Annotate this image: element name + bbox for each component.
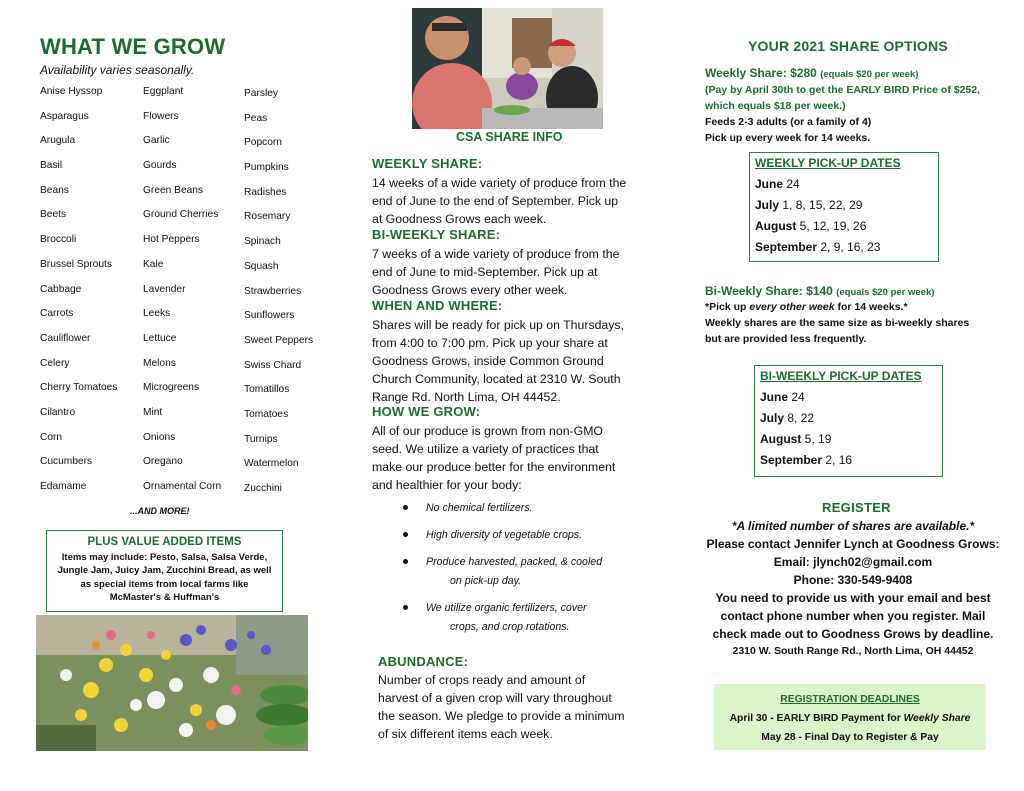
text-line: end of June to the end of September. Pick up bbox=[372, 194, 619, 208]
practice-bullet-continued: on pick-up day. bbox=[450, 575, 522, 587]
value-added-line: Items may include: Pesto, Salsa, Salsa Verde, bbox=[61, 551, 268, 563]
mailing-address: 2310 W. South Range Rd., North Lima, OH 44452 bbox=[732, 645, 974, 657]
text-line: the season. We pledge to provide a minimum bbox=[378, 709, 625, 723]
value-added-box bbox=[46, 530, 283, 612]
crop-item: Celery bbox=[40, 357, 70, 369]
crop-item: Broccoli bbox=[40, 234, 77, 246]
weekly-share-heading: WEEKLY SHARE: bbox=[372, 156, 483, 171]
availability-subtitle: Availability varies seasonally. bbox=[40, 63, 195, 77]
crop-item: Cabbage bbox=[40, 283, 82, 295]
text-line: Weekly shares are the same size as bi-weekly shares bbox=[705, 317, 970, 329]
text-line: Church Community, located at 2310 W. South bbox=[372, 372, 621, 386]
crop-item: Oregano bbox=[143, 456, 183, 468]
deadline-row: May 28 - Final Day to Register & Pay bbox=[761, 732, 939, 743]
crop-item: Turnips bbox=[244, 433, 278, 445]
crop-item: Tomatillos bbox=[244, 384, 290, 396]
crop-item: Sweet Peppers bbox=[244, 334, 314, 346]
crop-item: Radishes bbox=[244, 186, 287, 198]
weekly-share-price bbox=[705, 66, 918, 80]
contact-line: Please contact Jennifer Lynch at Goodness Grows: bbox=[706, 537, 1000, 551]
pickup-date-row: September 2, 9, 16, 23 bbox=[755, 240, 881, 254]
crop-item: Sunflowers bbox=[244, 310, 295, 322]
crop-list-column-2 bbox=[143, 86, 221, 506]
crop-item: Cauliflower bbox=[40, 332, 91, 344]
price-note: (equals $20 per week) bbox=[820, 69, 919, 80]
contact-email[interactable]: Email: jlynch02@gmail.com bbox=[773, 555, 933, 569]
crop-item: Edamame bbox=[40, 481, 87, 492]
deadline-row: April 30 - EARLY BIRD Payment for Weekly Share bbox=[729, 713, 971, 724]
csa-share-info-title: CSA SHARE INFO bbox=[456, 130, 563, 144]
biweekly-share-details bbox=[705, 299, 969, 347]
contact-phone[interactable]: Phone: 330-549-9408 bbox=[793, 573, 913, 587]
biweekly-pickup-dates-box bbox=[754, 365, 943, 477]
crop-item: Flowers bbox=[143, 110, 179, 122]
when-and-where-text bbox=[372, 316, 624, 406]
crop-item: Carrots bbox=[40, 308, 74, 320]
crop-item: Watermelon bbox=[244, 458, 299, 470]
crop-item: Basil bbox=[40, 160, 63, 172]
crop-list-column-1 bbox=[40, 86, 117, 506]
text-line: Feeds 2-3 adults (or a family of 4) bbox=[705, 116, 872, 128]
pickup-date-row: July 8, 22 bbox=[760, 411, 815, 425]
register-title: REGISTER bbox=[822, 500, 891, 515]
value-added-line: McMaster's & Huffman's bbox=[109, 592, 220, 603]
crop-item: Kale bbox=[143, 258, 164, 270]
crop-item: Strawberries bbox=[244, 285, 302, 297]
practice-bullet: We utilize organic fertilizers, cover bbox=[426, 602, 587, 614]
crop-item: Lettuce bbox=[143, 332, 177, 344]
kitchen-volunteers-photo bbox=[412, 8, 603, 129]
text-line: Number of crops ready and amount of bbox=[378, 673, 586, 687]
registration-deadlines-title: REGISTRATION DEADLINES bbox=[780, 694, 920, 705]
weekly-pickup-dates-box bbox=[749, 152, 939, 262]
bullet-icon bbox=[403, 605, 408, 610]
crop-item: Peas bbox=[244, 112, 268, 124]
value-added-line: Jungle Jam, Juicy Jam, Zucchini Bread, as well bbox=[57, 565, 272, 576]
biweekly-share-heading: BI-WEEKLY SHARE: bbox=[372, 227, 501, 242]
text-line: Pick up every week for 14 weeks. bbox=[705, 132, 871, 144]
crop-item: Lavender bbox=[143, 283, 186, 295]
crop-item: Garlic bbox=[143, 135, 170, 147]
crop-item: Brussel Sprouts bbox=[40, 258, 112, 270]
crop-item: Spinach bbox=[244, 236, 281, 248]
register-instructions: contact phone number when you register. Mail bbox=[720, 609, 986, 623]
crop-item: Arugula bbox=[40, 135, 76, 147]
practice-bullet-continued: crops, and crop rotations. bbox=[450, 621, 570, 633]
text-line: of six different items each week. bbox=[378, 727, 553, 741]
abundance-text bbox=[378, 671, 625, 743]
weekly-share-text bbox=[372, 174, 626, 228]
value-added-title: PLUS VALUE ADDED ITEMS bbox=[87, 536, 242, 548]
crop-item: Ground Cherries bbox=[143, 209, 219, 221]
text-line: (Pay by April 30th to get the EARLY BIRD Price of $252, bbox=[705, 84, 981, 96]
text-line: which equals $18 per week.) bbox=[705, 100, 846, 112]
how-we-grow-text bbox=[372, 422, 615, 494]
registration-deadlines-box bbox=[714, 684, 986, 750]
crop-item: Beets bbox=[40, 209, 67, 221]
crop-item: Swiss Chard bbox=[244, 359, 302, 371]
pickup-date-row: September 2, 16 bbox=[760, 453, 853, 467]
early-bird-note bbox=[705, 82, 980, 114]
crop-item: Asparagus bbox=[40, 110, 89, 122]
register-instructions: check made out to Goodness Grows by deadline. bbox=[712, 627, 994, 641]
crop-list-column-3 bbox=[244, 88, 313, 508]
crop-item: Rosemary bbox=[244, 211, 291, 223]
price-label: Weekly Share: $280 bbox=[705, 66, 817, 80]
bullet-icon bbox=[403, 559, 408, 564]
weekly-pickup-dates-title: WEEKLY PICK-UP DATES bbox=[755, 156, 901, 170]
text-line: *Pick up every other week for 14 weeks.* bbox=[705, 301, 908, 313]
biweekly-share-text bbox=[372, 245, 619, 299]
share-options-title: YOUR 2021 SHARE OPTIONS bbox=[748, 38, 948, 54]
crop-item: Onions bbox=[143, 431, 176, 443]
crop-item: Cucumbers bbox=[40, 456, 93, 468]
crop-item: Hot Peppers bbox=[143, 234, 200, 246]
abundance-heading: ABUNDANCE: bbox=[378, 654, 469, 669]
crop-item: Parsley bbox=[244, 88, 278, 99]
when-and-where-heading: WHEN AND WHERE: bbox=[372, 298, 503, 313]
text-line: but are provided less frequently. bbox=[705, 333, 867, 345]
what-we-grow-title: WHAT WE GROW bbox=[40, 34, 226, 59]
and-more-note: ...AND MORE! bbox=[130, 506, 190, 516]
text-line: 14 weeks of a wide variety of produce from the bbox=[372, 176, 627, 190]
crop-item: Anise Hyssop bbox=[40, 86, 103, 97]
text-line: end of June to mid-September. Pick up at bbox=[372, 265, 598, 279]
limited-shares-note: *A limited number of shares are available.* bbox=[731, 519, 975, 533]
biweekly-share-price bbox=[705, 284, 934, 298]
weekly-share-details bbox=[705, 114, 871, 146]
crop-item: Corn bbox=[40, 431, 63, 443]
crop-item: Popcorn bbox=[244, 137, 282, 149]
pickup-date-row: June 24 bbox=[760, 390, 805, 404]
text-line: harvest of a given crop will vary throughout bbox=[378, 691, 612, 705]
text-line: seed. We utilize a variety of practices that bbox=[372, 442, 599, 456]
text-line: make our produce better for the environment bbox=[372, 460, 616, 474]
how-we-grow-heading: HOW WE GROW: bbox=[372, 404, 481, 419]
text-line: Goodness Grows every other week. bbox=[372, 283, 568, 297]
crop-item: Microgreens bbox=[143, 382, 200, 394]
crop-item: Cilantro bbox=[40, 406, 76, 418]
pickup-date-row: August 5, 12, 19, 26 bbox=[755, 219, 867, 233]
register-instructions: You need to provide us with your email and best bbox=[715, 591, 991, 605]
pickup-date-row: July 1, 8, 15, 22, 29 bbox=[755, 198, 863, 212]
practice-bullet: No chemical fertilizers. bbox=[426, 502, 533, 514]
crop-item: Zucchini bbox=[244, 483, 282, 494]
text-line: at Goodness Grows each week. bbox=[372, 212, 547, 226]
text-line: Goodness Grows, inside Common Ground bbox=[372, 354, 604, 368]
bullet-icon bbox=[403, 505, 408, 510]
text-line: and healthier for your body: bbox=[372, 478, 522, 492]
pickup-date-row: August 5, 19 bbox=[760, 432, 832, 446]
text-line: Shares will be ready for pick up on Thursdays, bbox=[372, 318, 624, 332]
crop-item: Eggplant bbox=[143, 86, 184, 97]
text-line: All of our produce is grown from non-GMO bbox=[372, 424, 603, 438]
price-note: (equals $20 per week) bbox=[836, 287, 935, 298]
value-added-line: as special items from local farms like bbox=[80, 578, 249, 590]
pickup-date-row: June 24 bbox=[755, 177, 800, 191]
crop-item: Pumpkins bbox=[244, 162, 289, 174]
crop-item: Tomatoes bbox=[244, 408, 289, 420]
crop-item: Cherry Tomatoes bbox=[40, 382, 118, 394]
practice-bullet: Produce harvested, packed, & cooled bbox=[426, 556, 603, 568]
crop-item: Beans bbox=[40, 184, 69, 196]
crop-item: Melons bbox=[143, 357, 176, 369]
text-line: Range Rd. North Lima, OH 44452. bbox=[372, 390, 561, 404]
crop-item: Gourds bbox=[143, 160, 177, 172]
flowers-photo bbox=[36, 615, 308, 751]
crop-item: Mint bbox=[143, 406, 163, 418]
crop-item: Leeks bbox=[143, 308, 171, 320]
crop-item: Green Beans bbox=[143, 184, 204, 196]
practice-bullet: High diversity of vegetable crops. bbox=[426, 529, 583, 541]
biweekly-pickup-dates-title: BI-WEEKLY PICK-UP DATES bbox=[760, 369, 922, 383]
text-line: 7 weeks of a wide variety of produce from the bbox=[372, 247, 620, 261]
crop-item: Ornamental Corn bbox=[143, 481, 222, 492]
price-label: Bi-Weekly Share: $140 bbox=[705, 284, 833, 298]
bullet-icon bbox=[403, 532, 408, 537]
crop-item: Squash bbox=[244, 260, 279, 272]
text-line: from 4:00 to 7:00 pm. Pick up your share at bbox=[372, 336, 608, 350]
